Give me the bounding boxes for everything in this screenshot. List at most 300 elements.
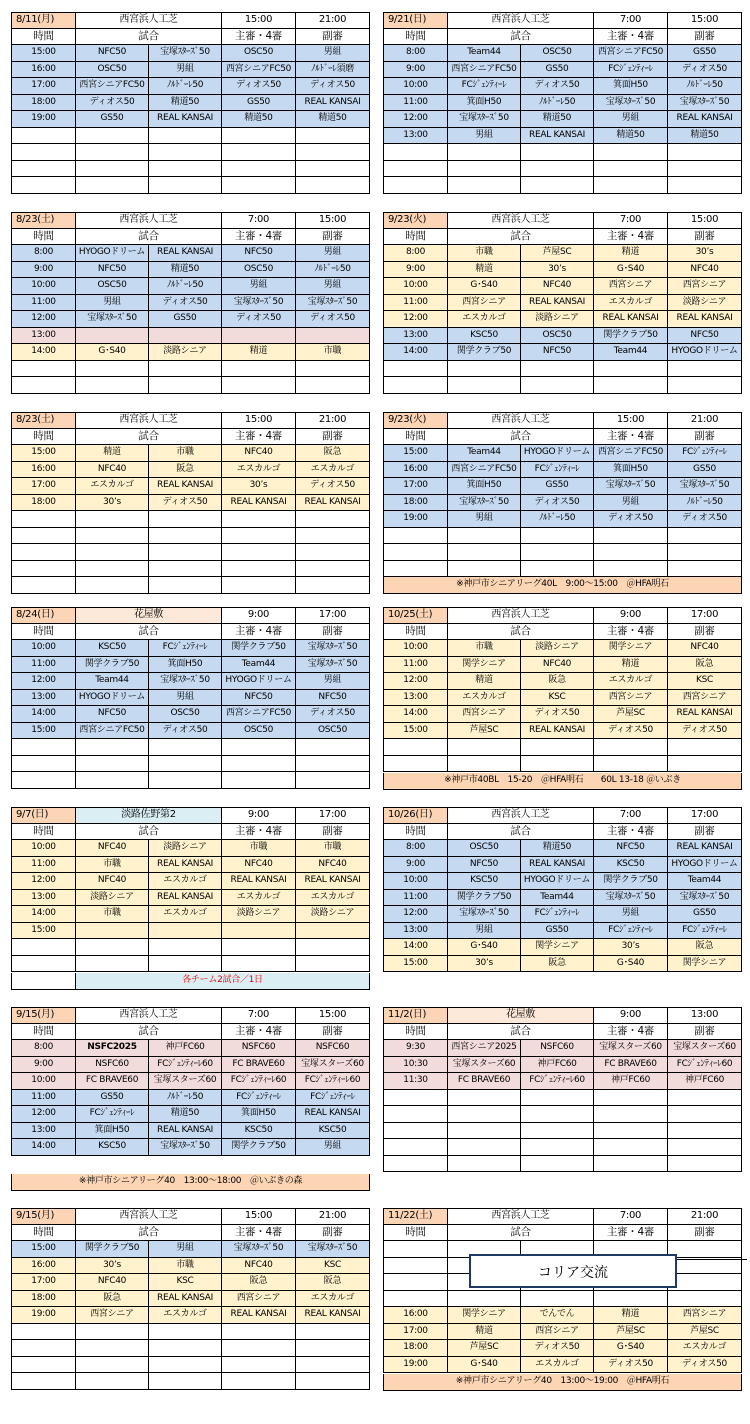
sub-referee-cell <box>296 1324 370 1341</box>
main-referee-cell <box>594 177 668 194</box>
time-cell: 16:00 <box>11 462 76 479</box>
sub-referee-cell: KSC50 <box>296 1123 370 1140</box>
team-b-cell: 精道50 <box>149 1106 222 1123</box>
main-referee-header: 主審・4審 <box>222 29 296 46</box>
team-a-cell: 宝塚ｽﾀｰｽﾞ50 <box>448 495 521 512</box>
team-b-cell: 宝塚スターズ60 <box>149 1073 222 1090</box>
team-a-cell: 精道 <box>448 262 521 279</box>
team-b-cell: ディオス50 <box>521 706 594 723</box>
team-a-cell: Team44 <box>448 45 521 62</box>
schedule-row <box>11 445 370 462</box>
time-cell: 14:00 <box>11 906 76 923</box>
schedule-row <box>383 1291 742 1308</box>
team-b-cell <box>149 361 222 378</box>
schedule-row <box>383 377 742 394</box>
team-b-cell <box>149 128 222 145</box>
time-cell <box>11 177 76 194</box>
schedule-row <box>383 311 742 328</box>
team-a-cell: 西宮シニア <box>448 706 521 723</box>
team-a-cell: KSC50 <box>76 1139 149 1156</box>
team-a-cell: Team44 <box>448 445 521 462</box>
main-referee-cell: 箕面H50 <box>594 78 668 95</box>
sub-referee-cell <box>296 939 370 956</box>
time-cell <box>383 756 448 773</box>
main-referee-cell <box>594 1139 668 1156</box>
sub-referee-cell: REAL KANSAI <box>296 495 370 512</box>
team-a-cell: 西宮シニアFC50 <box>448 62 521 79</box>
match-header: 試合 <box>76 429 222 446</box>
time-cell <box>383 361 448 378</box>
venue-cell: 花屋敷 <box>76 607 222 624</box>
schedule-row <box>11 906 370 923</box>
time-cell: 16:00 <box>383 1307 448 1324</box>
sub-referee-cell: 宝塚スターズ60 <box>296 1057 370 1074</box>
schedule-row <box>11 1291 370 1308</box>
schedule-row <box>383 739 742 756</box>
main-referee-header: 主審・4審 <box>594 229 668 246</box>
team-a-cell <box>76 772 149 789</box>
schedule-row <box>11 1090 370 1107</box>
sub-referee-cell <box>296 161 370 178</box>
sub-referee-cell: 西宮シニア <box>668 278 742 295</box>
schedule-row <box>383 1106 742 1123</box>
main-referee-cell: 神戸FC60 <box>594 1073 668 1090</box>
main-referee-header: 主審・4審 <box>222 429 296 446</box>
team-b-cell: Team44 <box>521 890 594 907</box>
end-time-cell: 21:00 <box>668 412 742 429</box>
schedule-row <box>11 278 370 295</box>
start-time-cell: 7:00 <box>594 212 668 229</box>
team-b-cell <box>149 544 222 561</box>
team-a-cell: NFC50 <box>76 706 149 723</box>
main-referee-cell <box>222 544 296 561</box>
team-b-cell <box>149 561 222 578</box>
main-referee-cell: エスカルゴ <box>594 295 668 312</box>
team-b-cell <box>521 528 594 545</box>
team-a-cell: NFC50 <box>448 857 521 874</box>
time-cell <box>383 144 448 161</box>
team-b-cell: GS50 <box>521 478 594 495</box>
sub-referee-cell <box>668 144 742 161</box>
match-header: 試合 <box>76 624 222 641</box>
team-b-cell: REAL KANSAI <box>149 478 222 495</box>
team-b-cell: NFC50 <box>521 344 594 361</box>
team-a-cell: 30’s <box>448 956 521 973</box>
start-time-cell: 15:00 <box>222 412 296 429</box>
main-referee-cell: 宝塚ｽﾀｰｽﾞ50 <box>594 478 668 495</box>
sub-referee-cell: ﾉﾙﾄﾞｰﾚ須磨 <box>296 62 370 79</box>
schedule-row <box>383 262 742 279</box>
team-b-cell <box>521 1106 594 1123</box>
team-b-cell <box>149 528 222 545</box>
team-a-cell: 市職 <box>448 245 521 262</box>
team-a-cell <box>76 377 149 394</box>
main-referee-cell <box>594 1123 668 1140</box>
team-a-cell: GS50 <box>76 1090 149 1107</box>
time-cell <box>11 1357 76 1374</box>
time-header: 時間 <box>11 1024 76 1041</box>
team-b-cell: ディオス50 <box>521 495 594 512</box>
schedule-row <box>11 739 370 756</box>
sub-referee-cell: Team44 <box>668 873 742 890</box>
time-cell <box>383 1258 448 1275</box>
team-b-cell: 30’s <box>521 262 594 279</box>
team-a-cell: KSC50 <box>448 328 521 345</box>
main-referee-header: 主審・4審 <box>222 824 296 841</box>
main-referee-header: 主審・4審 <box>594 429 668 446</box>
start-time-cell: 9:00 <box>222 807 296 824</box>
schedule-row <box>383 1090 742 1107</box>
team-b-cell: 淡路シニア <box>149 344 222 361</box>
main-referee-cell <box>222 1373 296 1390</box>
time-cell: 11:00 <box>11 857 76 874</box>
schedule-block-10 <box>383 412 742 577</box>
time-cell: 15:00 <box>11 445 76 462</box>
team-b-cell: 精道50 <box>149 262 222 279</box>
schedule-row <box>383 857 742 874</box>
team-a-cell: 関学クラブ50 <box>76 657 149 674</box>
time-cell: 17:00 <box>11 1274 76 1291</box>
main-referee-cell: 関学クラブ50 <box>594 873 668 890</box>
schedule-row <box>11 890 370 907</box>
team-b-cell <box>521 1156 594 1173</box>
venue-cell: 西宮浜人工芝 <box>448 12 594 29</box>
main-referee-cell <box>222 923 296 940</box>
main-referee-cell: 精道 <box>222 344 296 361</box>
note-block-14 <box>383 1374 742 1391</box>
schedule-row <box>383 478 742 495</box>
team-a-cell: KSC50 <box>448 873 521 890</box>
main-referee-cell <box>222 361 296 378</box>
sub-referee-cell: 宝塚ｽﾀｰｽﾞ50 <box>296 295 370 312</box>
team-b-cell: FCｼﾞｪﾝﾃｨｰﾚ <box>521 906 594 923</box>
time-cell <box>11 511 76 528</box>
schedule-block-6 <box>11 1007 370 1156</box>
end-time-cell: 21:00 <box>668 1208 742 1225</box>
sub-referee-cell <box>296 561 370 578</box>
main-referee-cell: NFC40 <box>222 445 296 462</box>
sub-referee-cell: 市職 <box>296 840 370 857</box>
team-b-cell: エスカルゴ <box>149 1307 222 1324</box>
sub-referee-header: 副審 <box>296 1024 370 1041</box>
sub-referee-cell: 淡路シニア <box>296 906 370 923</box>
team-b-cell: REAL KANSAI <box>149 1123 222 1140</box>
team-a-cell: NFC40 <box>76 462 149 479</box>
team-b-cell: NFC40 <box>521 657 594 674</box>
schedule-row <box>383 956 742 973</box>
schedule-row <box>11 840 370 857</box>
schedule-row <box>11 1040 370 1057</box>
time-cell <box>11 361 76 378</box>
team-a-cell <box>76 511 149 528</box>
schedule-row <box>11 478 370 495</box>
main-referee-cell: FCｼﾞｪﾝﾃｨｰﾚ <box>594 62 668 79</box>
sub-referee-header: 副審 <box>668 1225 742 1242</box>
sub-referee-cell <box>668 561 742 578</box>
main-referee-header: 主審・4審 <box>594 1225 668 1242</box>
schedule-row <box>383 295 742 312</box>
team-b-cell: HYOGOドリーム <box>521 873 594 890</box>
team-a-cell: 精道 <box>76 445 149 462</box>
schedule-row <box>383 62 742 79</box>
start-time-cell: 7:00 <box>222 1007 296 1024</box>
team-b-cell <box>149 328 222 345</box>
team-b-cell: 男組 <box>149 1241 222 1258</box>
main-referee-cell: 芦屋SC <box>594 1324 668 1341</box>
sub-referee-cell: 西宮シニア <box>668 690 742 707</box>
team-a-cell: HYOGOドリーム <box>76 690 149 707</box>
main-referee-cell: エスカルゴ <box>222 462 296 479</box>
time-cell: 9:00 <box>383 857 448 874</box>
sub-referee-cell <box>296 528 370 545</box>
start-time-cell: 15:00 <box>222 1208 296 1225</box>
schedule-row <box>11 1324 370 1341</box>
schedule-row <box>383 906 742 923</box>
team-b-cell: REAL KANSAI <box>149 857 222 874</box>
time-cell: 19:00 <box>383 511 448 528</box>
schedule-row <box>11 462 370 479</box>
main-referee-cell <box>222 161 296 178</box>
start-time-cell: 7:00 <box>594 1208 668 1225</box>
time-cell <box>383 739 448 756</box>
sub-referee-cell: NFC40 <box>668 640 742 657</box>
team-b-cell: FCｼﾞｪﾝﾃｨｰﾚ <box>521 462 594 479</box>
time-cell: 10:00 <box>383 873 448 890</box>
team-b-cell: 淡路シニア <box>521 640 594 657</box>
team-b-cell: 淡路シニア <box>149 840 222 857</box>
time-cell: 9:00 <box>383 262 448 279</box>
time-cell: 12:00 <box>383 673 448 690</box>
time-cell: 17:00 <box>383 1324 448 1341</box>
team-a-cell <box>76 756 149 773</box>
schedule-row <box>11 111 370 128</box>
sub-referee-header: 副審 <box>668 824 742 841</box>
connector-line <box>677 1259 747 1260</box>
team-a-cell: 30’s <box>76 495 149 512</box>
time-cell: 19:00 <box>11 1307 76 1324</box>
sub-referee-cell <box>296 511 370 528</box>
team-a-cell <box>76 577 149 594</box>
match-header: 試合 <box>448 1024 594 1041</box>
match-header: 試合 <box>76 229 222 246</box>
date-cell: 8/23(土) <box>11 412 76 429</box>
end-time-cell: 15:00 <box>296 212 370 229</box>
time-cell <box>11 161 76 178</box>
sub-referee-header: 副審 <box>668 29 742 46</box>
team-b-cell <box>149 1373 222 1390</box>
time-cell <box>383 1123 448 1140</box>
schedule-row <box>383 1057 742 1074</box>
team-a-cell: 関学クラブ50 <box>448 890 521 907</box>
sub-referee-cell <box>668 739 742 756</box>
team-b-cell <box>521 561 594 578</box>
team-a-cell: KSC50 <box>76 640 149 657</box>
team-b-cell: ﾉﾙﾄﾞｰﾚ50 <box>149 78 222 95</box>
time-cell: 13:00 <box>11 690 76 707</box>
schedule-block-11 <box>383 607 742 772</box>
sub-referee-header: 副審 <box>668 624 742 641</box>
sub-referee-cell: FCｼﾞｪﾝﾃｨｰﾚ60 <box>296 1073 370 1090</box>
time-cell <box>11 144 76 161</box>
team-a-cell: G･S40 <box>448 278 521 295</box>
note-text: ※神戸市シニアリーグ40 13:00～19:00 ＠HFA明石 <box>383 1374 742 1391</box>
main-referee-cell <box>222 1357 296 1374</box>
schedule-row <box>383 161 742 178</box>
main-referee-cell <box>594 144 668 161</box>
schedule-row <box>11 1106 370 1123</box>
schedule-row <box>11 1241 370 1258</box>
main-referee-cell: REAL KANSAI <box>222 1307 296 1324</box>
time-cell <box>11 1324 76 1341</box>
time-header: 時間 <box>11 824 76 841</box>
time-cell <box>383 1241 448 1258</box>
schedule-row <box>11 1307 370 1324</box>
time-cell: 19:00 <box>383 1357 448 1374</box>
team-a-cell <box>76 144 149 161</box>
sub-referee-cell <box>668 1274 742 1291</box>
sub-referee-cell: 宝塚ｽﾀｰｽﾞ50 <box>668 478 742 495</box>
sub-referee-cell: NFC50 <box>296 690 370 707</box>
time-cell: 12:00 <box>383 111 448 128</box>
sub-referee-cell: GS50 <box>668 45 742 62</box>
team-a-cell: 淡路シニア <box>76 890 149 907</box>
team-a-cell: エスカルゴ <box>448 690 521 707</box>
team-a-cell <box>76 1357 149 1374</box>
team-a-cell <box>448 544 521 561</box>
end-time-cell: 21:00 <box>296 412 370 429</box>
time-cell: 13:00 <box>383 128 448 145</box>
time-cell <box>383 377 448 394</box>
venue-cell: 淡路佐野第2 <box>76 807 222 824</box>
end-time-cell: 15:00 <box>296 1007 370 1024</box>
team-a-cell <box>76 1373 149 1390</box>
team-b-cell: ディオス50 <box>149 295 222 312</box>
date-cell: 10/25(土) <box>383 607 448 624</box>
time-cell: 11:00 <box>11 657 76 674</box>
main-referee-cell <box>222 577 296 594</box>
main-referee-header: 主審・4審 <box>594 29 668 46</box>
sub-referee-cell <box>668 1156 742 1173</box>
main-referee-cell: エスカルゴ <box>222 890 296 907</box>
main-referee-cell: 精道50 <box>594 128 668 145</box>
schedule-row <box>383 45 742 62</box>
sub-referee-cell: エスカルゴ <box>296 1291 370 1308</box>
team-b-cell: OSC50 <box>521 328 594 345</box>
main-referee-cell <box>222 1324 296 1341</box>
team-a-cell: 30’s <box>76 1258 149 1275</box>
time-cell: 12:00 <box>11 873 76 890</box>
time-header: 時間 <box>11 29 76 46</box>
time-cell: 12:00 <box>383 311 448 328</box>
sub-referee-cell: GS50 <box>668 462 742 479</box>
sub-referee-cell <box>668 361 742 378</box>
sub-referee-header: 副審 <box>296 624 370 641</box>
sub-referee-cell: 精道50 <box>296 111 370 128</box>
schedule-row <box>11 657 370 674</box>
schedule-row <box>11 344 370 361</box>
team-b-cell: 市職 <box>149 445 222 462</box>
note-block-5 <box>11 973 370 990</box>
match-header: 試合 <box>448 429 594 446</box>
team-b-cell: FCｼﾞｪﾝﾃｨｰﾚ <box>149 640 222 657</box>
date-cell: 11/22(土) <box>383 1208 448 1225</box>
sub-referee-header: 副審 <box>296 1225 370 1242</box>
time-cell: 15:00 <box>11 723 76 740</box>
team-a-cell <box>448 377 521 394</box>
team-a-cell: OSC50 <box>76 62 149 79</box>
start-time-cell: 15:00 <box>594 412 668 429</box>
main-referee-cell: 宝塚ｽﾀｰｽﾞ50 <box>222 1241 296 1258</box>
team-a-cell <box>76 544 149 561</box>
note-block-11 <box>383 773 742 790</box>
schedule-row <box>11 706 370 723</box>
main-referee-cell <box>594 1106 668 1123</box>
start-time-cell: 9:00 <box>594 607 668 624</box>
schedule-row <box>11 528 370 545</box>
sub-referee-cell: 男組 <box>296 245 370 262</box>
team-a-cell: 箕面H50 <box>448 95 521 112</box>
sub-referee-header: 副審 <box>668 1024 742 1041</box>
main-referee-cell: Team44 <box>222 657 296 674</box>
schedule-row <box>383 78 742 95</box>
venue-cell: 西宮浜人工芝 <box>76 1007 222 1024</box>
team-b-cell: REAL KANSAI <box>521 723 594 740</box>
team-b-cell <box>521 1291 594 1308</box>
schedule-row <box>383 1139 742 1156</box>
time-cell: 12:00 <box>383 906 448 923</box>
team-a-cell <box>448 1291 521 1308</box>
schedule-row <box>11 577 370 594</box>
time-cell: 9:30 <box>383 1040 448 1057</box>
sub-referee-cell <box>296 739 370 756</box>
sub-referee-cell <box>668 544 742 561</box>
sub-referee-cell <box>296 956 370 973</box>
time-cell: 13:00 <box>11 1123 76 1140</box>
team-b-cell: REAL KANSAI <box>149 111 222 128</box>
venue-cell: 花屋敷 <box>448 1007 594 1024</box>
schedule-row <box>11 62 370 79</box>
date-cell: 8/11(月) <box>11 12 76 29</box>
main-referee-cell <box>594 756 668 773</box>
time-cell <box>11 939 76 956</box>
time-cell <box>383 1090 448 1107</box>
schedule-block-3 <box>11 412 370 594</box>
time-cell: 14:00 <box>11 1139 76 1156</box>
time-cell: 14:00 <box>383 344 448 361</box>
team-b-cell: NFC40 <box>521 278 594 295</box>
main-referee-cell: 宝塚ｽﾀｰｽﾞ50 <box>594 890 668 907</box>
team-a-cell: 関学クラブ50 <box>76 1241 149 1258</box>
schedule-row <box>11 1373 370 1390</box>
start-time-cell: 9:00 <box>594 1007 668 1024</box>
team-b-cell: 精道50 <box>521 840 594 857</box>
team-a-cell <box>448 739 521 756</box>
time-header: 時間 <box>383 824 448 841</box>
schedule-row <box>11 640 370 657</box>
venue-cell: 西宮浜人工芝 <box>448 807 594 824</box>
team-b-cell: 男組 <box>149 62 222 79</box>
team-a-cell: 宝塚ｽﾀｰｽﾞ50 <box>448 111 521 128</box>
team-a-cell: ディオス50 <box>76 95 149 112</box>
sub-referee-cell <box>668 1090 742 1107</box>
team-a-cell: NSFC2025 <box>76 1040 149 1057</box>
time-header: 時間 <box>383 624 448 641</box>
team-b-cell: GS50 <box>521 923 594 940</box>
main-referee-cell: 西宮シニア <box>222 1291 296 1308</box>
team-b-cell: ﾉﾙﾄﾞｰﾚ50 <box>149 278 222 295</box>
venue-cell: 西宮浜人工芝 <box>76 1208 222 1225</box>
sub-referee-cell: 市職 <box>296 344 370 361</box>
